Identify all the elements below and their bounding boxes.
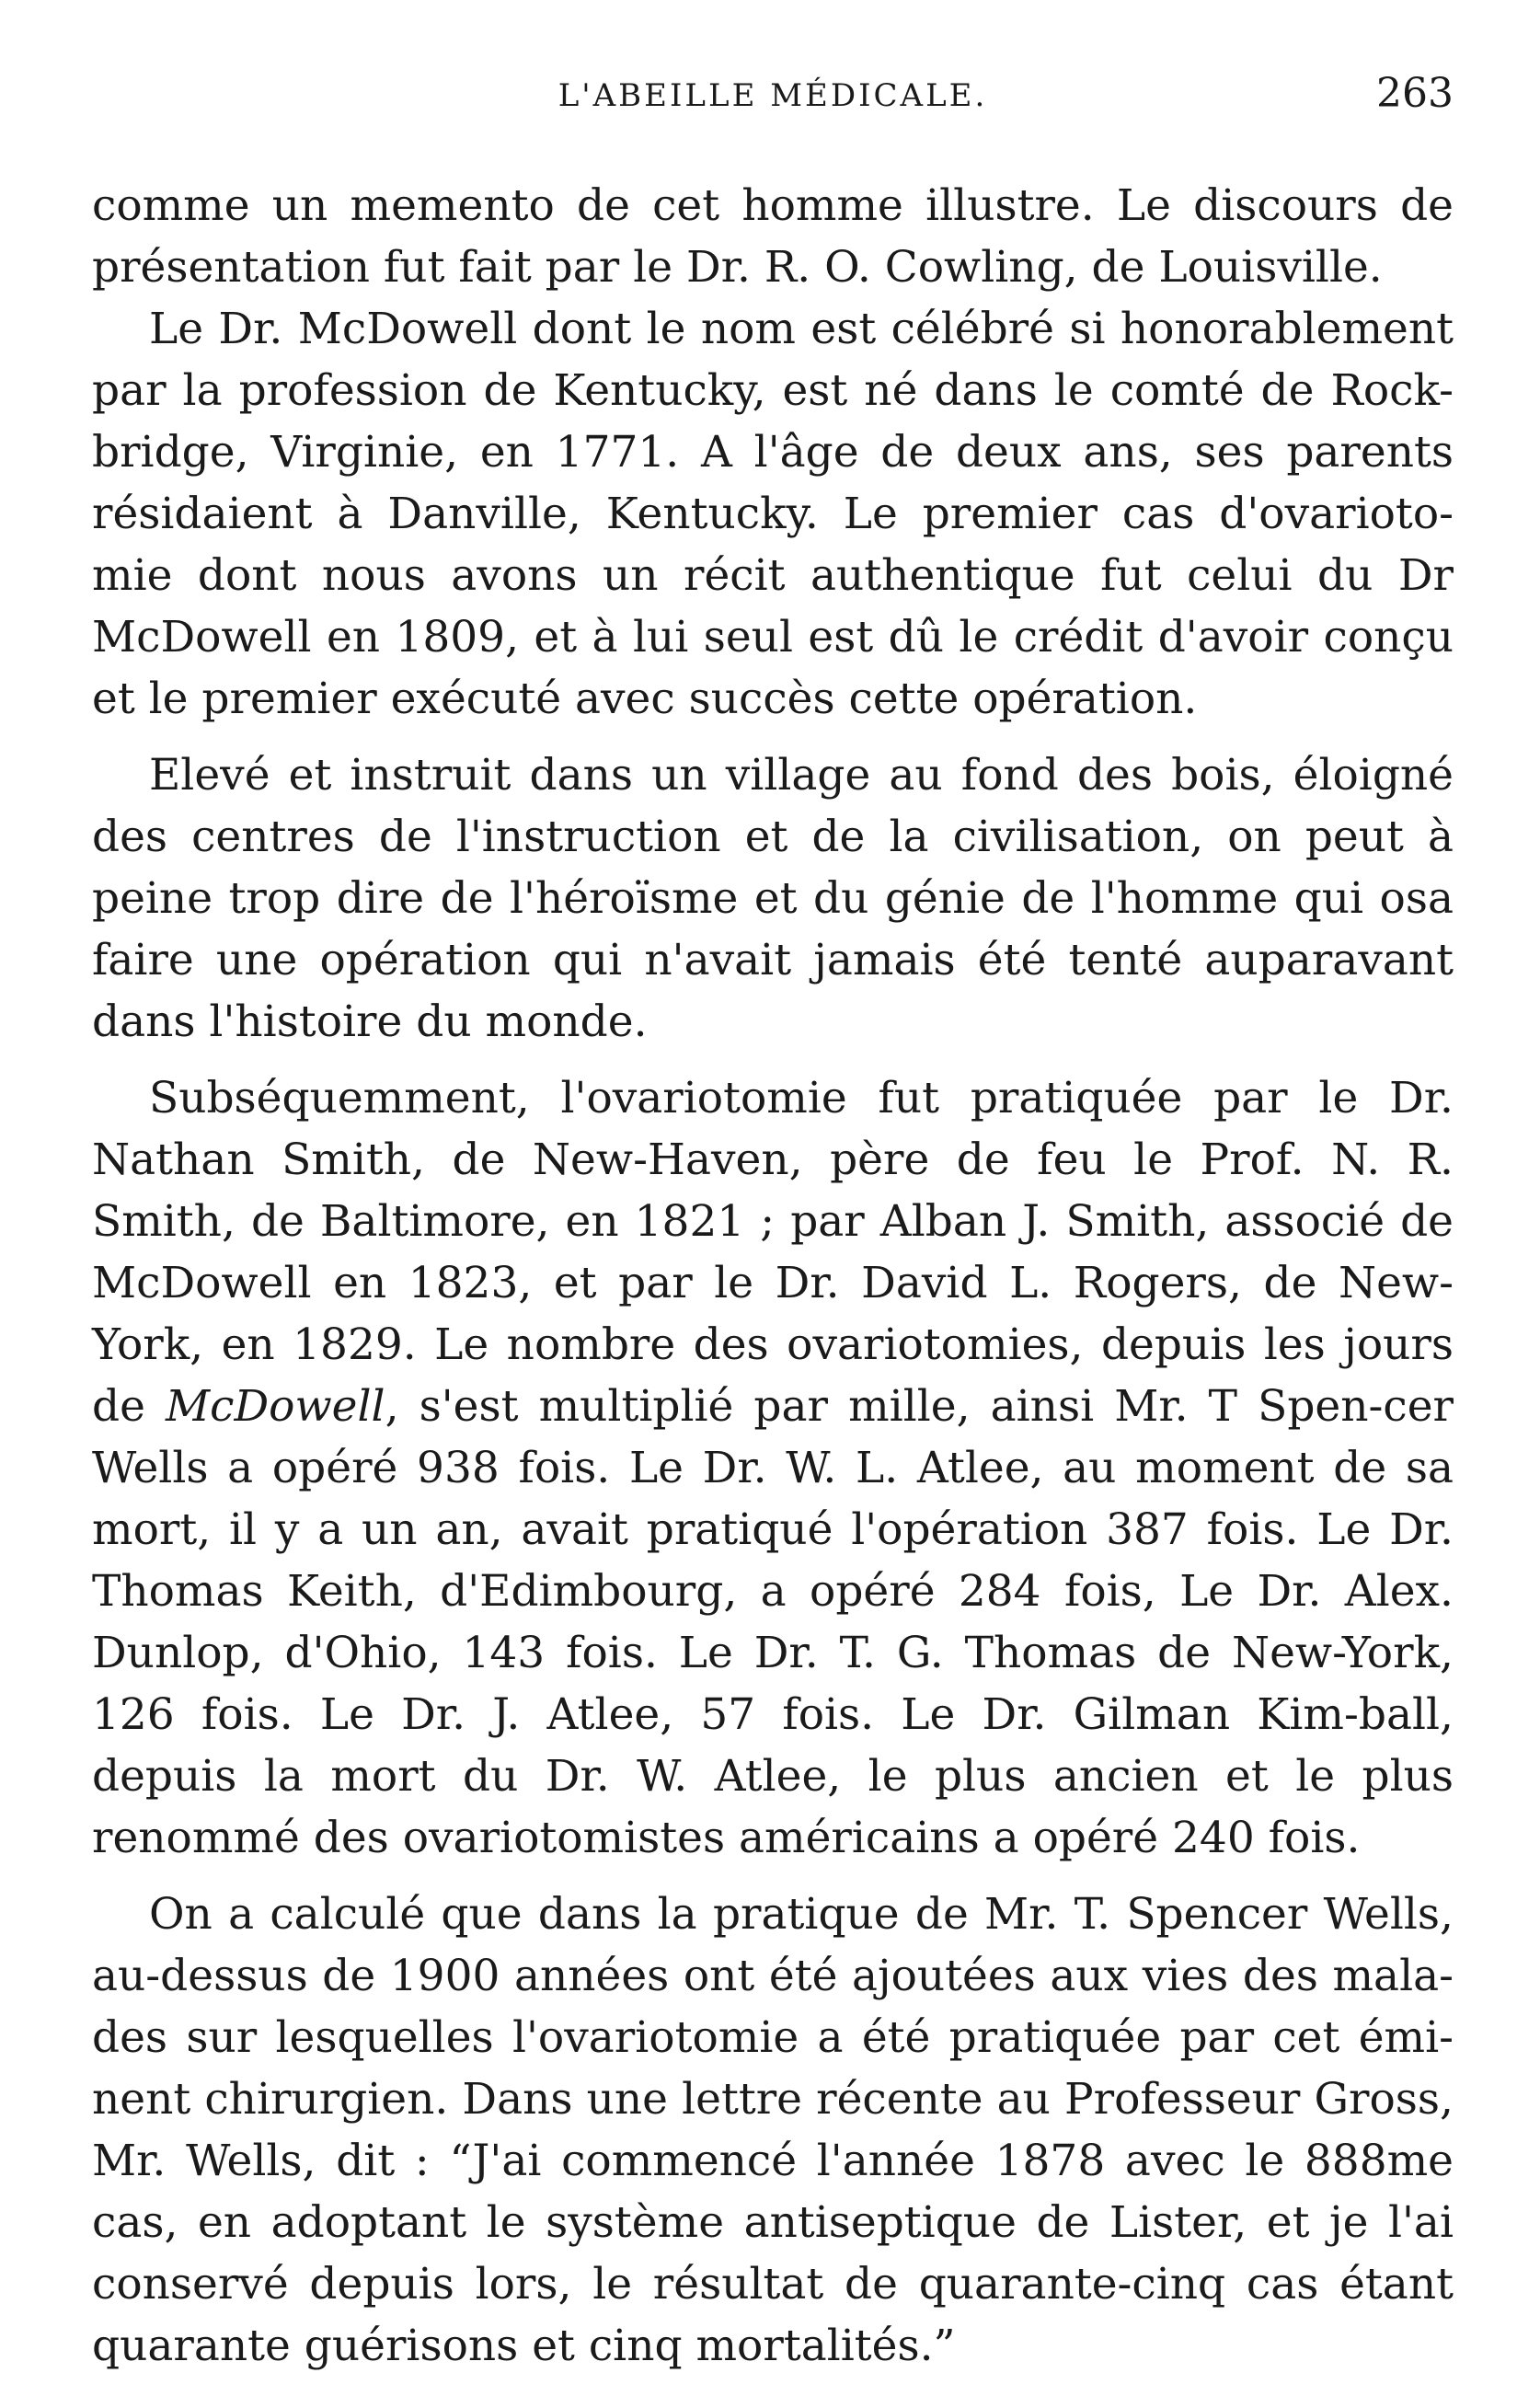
document-page [92,64,1454,2377]
paragraph-4 [92,1067,1454,1869]
paragraph-4-italic-name: McDowell [166,1381,385,1432]
paragraph-4-part-1: Subséquemment, l'ovariotomie fut pratiquée par le Dr. Nathan Smith, de New-Haven, père de feu le Prof. N. R. Smith, de Baltimore, en 1821 ; par Alban J. Smith, associé de McDowell en 1823, et par le Dr. David L. Rogers, de New-York, en 1829. Le nombre des ovariotomies, depuis les jours de [92,1073,1454,1432]
page-header [92,64,1454,138]
paragraph-3: Elevé et instruit dans un village au fond des bois, éloigné des centres de l'instruction et de la civilisation, on peut à peine trop dire de l'héroïsme et du génie de l'homme qui osa faire une opération qui n'avait jamais été tenté auparavant dans l'histoire du monde. [92,750,1454,1047]
paragraph-5: On a calculé que dans la pratique de Mr. T. Spencer Wells, au-dessus de 1900 années ont été ajoutées aux vies des mala-des sur lesquelles l'ovariotomie a été pratiquée par cet émi-nent chirurgien. Dans une lettre récente au Professeur Gross, Mr. Wells, dit : “J'ai commencé l'année 1878 avec le 888me cas, en adoptant le système antiseptique de Lister, et je l'ai conservé depuis lors, le résultat de quarante-cinq cas étant quarante guérisons et cinq mortalités.” [92,1889,1454,2371]
paragraph-1: comme un memento de cet homme illustre. Le discours de présentation fut fait par le Dr. R. O. Cowling, de Louisville. [92,180,1454,293]
paragraph-2: Le Dr. McDowell dont le nom est célébré si honorablement par la profession de Kentucky, est né dans le comté de Rock-bridge, Virginie, en 1771. A l'âge de deux ans, ses parents résidaient à Danville, Kentucky. Le premier cas d'ovarioto-mie dont nous avons un récit authentique fut celui du Dr McDowell en 1809, et à lui seul est dû le crédit d'avoir conçu et le premier exécuté avec succès cette opération. [92,304,1454,724]
running-title: L'ABEILLE MÉDICALE. [557,77,988,114]
paragraph-4-part-2: , s'est multiplié par mille, ainsi Mr. T Spen-cer Wells a opéré 938 fois. Le Dr. W. L. Atlee, au moment de sa mort, il y a un an, avait pratiqué l'opération 387 fois. Le Dr. Thomas Keith, d'Edimbourg, a opéré 284 fois, Le Dr. Alex. Dunlop, d'Ohio, 143 fois. Le Dr. T. G. Thomas de New-York, 126 fois. Le Dr. J. Atlee, 57 fois. Le Dr. Gilman Kim-ball, depuis la mort du Dr. W. Atlee, le plus ancien et le plus renommé des ovariotomistes américains a opéré 240 fois. [92,1381,1454,1863]
body-text [92,175,1454,2377]
page-number: 263 [1376,70,1454,117]
